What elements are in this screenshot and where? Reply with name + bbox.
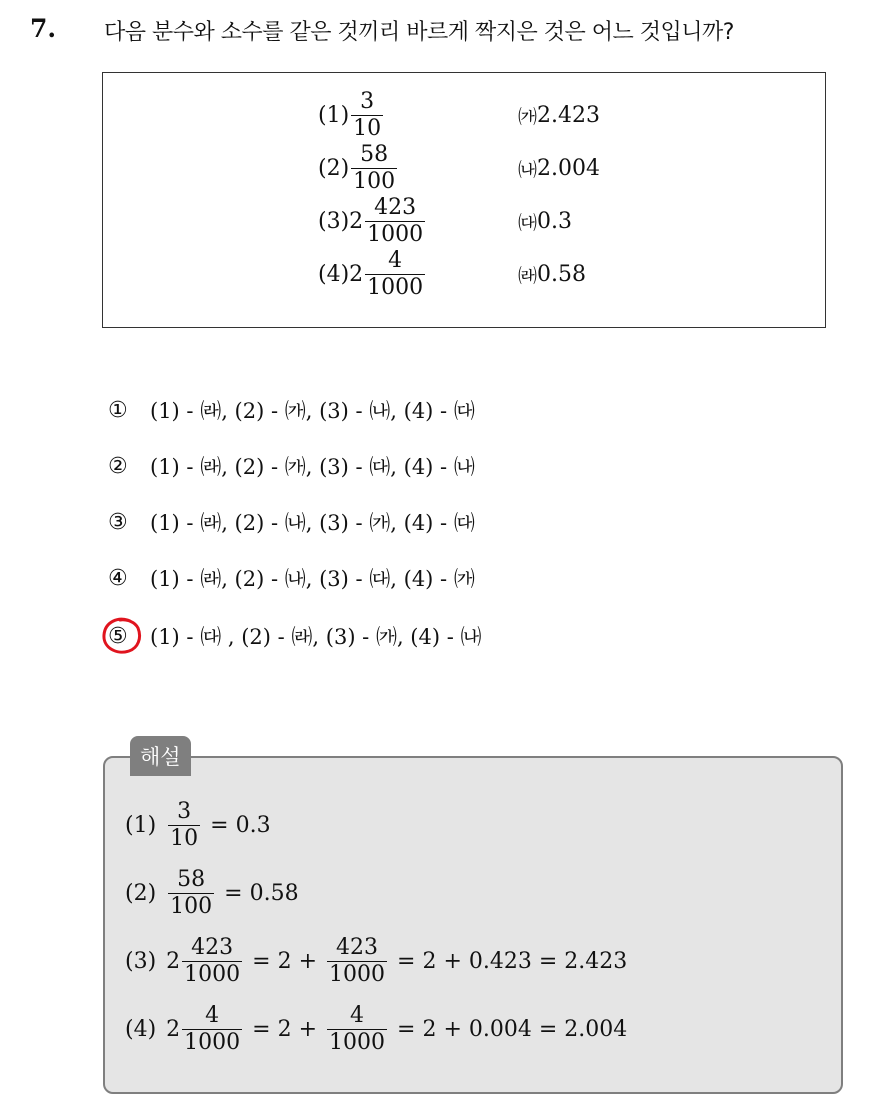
question-text: 다음 분수와 소수를 같은 것끼리 바르게 짝지은 것은 어느 것입니까? [104, 20, 734, 45]
decimal-value: 0.58 [537, 261, 586, 287]
numerator: 4 [205, 1002, 220, 1028]
match-row [103, 142, 825, 194]
match-row [103, 195, 825, 247]
choice-text: (1) - ㈑, (2) - ㈏, (3) - ㈐, (4) - ㈎ [150, 567, 475, 591]
fraction-item [318, 195, 427, 247]
explanation-line [125, 998, 635, 1060]
denominator: 100 [170, 893, 213, 919]
equation-middle: = 2 + [252, 1016, 318, 1042]
choice-number: ④ [108, 565, 128, 591]
choice-4[interactable] [108, 560, 475, 596]
choice-3[interactable] [108, 504, 475, 540]
fraction [327, 1002, 387, 1055]
decimal-item [518, 89, 600, 141]
fraction [351, 88, 383, 141]
explanation-title: 해설 [130, 736, 191, 776]
numerator: 4 [350, 1002, 365, 1028]
choice-5[interactable] [108, 618, 482, 654]
numerator: 3 [360, 88, 375, 114]
choice-text: (1) - ㈑, (2) - ㈏, (3) - ㈎, (4) - ㈐ [150, 511, 475, 535]
fraction [365, 194, 425, 247]
denominator: 1000 [367, 221, 424, 247]
fraction [182, 934, 242, 987]
numerator: 423 [374, 194, 417, 220]
choice-text: (1) - ㈐ , (2) - ㈑, (3) - ㈎, (4) - ㈏ [150, 625, 482, 649]
decimal-item [518, 248, 586, 300]
decimal-mark: ㈏ [518, 158, 538, 181]
choice-1[interactable] [108, 392, 475, 428]
fraction-label: (4) [318, 261, 350, 287]
numerator: 3 [177, 798, 192, 824]
denominator: 1000 [329, 1029, 386, 1055]
denominator: 1000 [329, 961, 386, 987]
choice-2[interactable] [108, 448, 475, 484]
fraction [182, 1002, 242, 1055]
question-number: 7. [30, 14, 57, 43]
numerator: 423 [336, 934, 379, 960]
choice-number: ③ [108, 509, 128, 535]
equation-result: = 0.58 [224, 880, 299, 906]
match-row [103, 89, 825, 141]
fraction-whole: 2 [166, 948, 181, 974]
equation-result: = 2 + 0.423 = 2.423 [397, 948, 628, 974]
line-label: (2) [125, 880, 157, 906]
line-label: (4) [125, 1016, 157, 1042]
denominator: 1000 [367, 274, 424, 300]
fraction-item [318, 89, 385, 141]
denominator: 10 [353, 115, 382, 141]
fraction-item [318, 248, 427, 300]
choice-text: (1) - ㈑, (2) - ㈎, (3) - ㈏, (4) - ㈐ [150, 399, 475, 423]
decimal-item [518, 142, 600, 194]
denominator: 1000 [184, 961, 241, 987]
fraction-label: (3) [318, 208, 350, 234]
denominator: 1000 [184, 1029, 241, 1055]
fraction [168, 866, 214, 919]
numerator: 423 [191, 934, 234, 960]
choice-number: ⑤ [108, 623, 128, 649]
fraction-label: (2) [318, 155, 350, 181]
choice-text: (1) - ㈑, (2) - ㈎, (3) - ㈐, (4) - ㈏ [150, 455, 475, 479]
explanation-line [125, 862, 307, 924]
fraction [168, 798, 200, 851]
match-row [103, 248, 825, 300]
fraction [351, 141, 397, 194]
decimal-value: 0.3 [537, 208, 573, 234]
explanation-line [125, 930, 635, 992]
numerator: 4 [388, 247, 403, 273]
decimal-mark: ㈐ [518, 211, 538, 234]
numerator: 58 [177, 866, 206, 892]
line-label: (3) [125, 948, 157, 974]
decimal-mark: ㈑ [518, 264, 538, 287]
equation-result: = 2 + 0.004 = 2.004 [397, 1016, 628, 1042]
decimal-value: 2.004 [537, 155, 600, 181]
explanation-box [103, 756, 843, 1094]
fraction-label: (1) [318, 102, 350, 128]
decimal-item [518, 195, 572, 247]
explanation-line [125, 794, 279, 856]
decimal-value: 2.423 [537, 102, 600, 128]
answer-circle-icon [100, 615, 144, 657]
fraction-item [318, 142, 399, 194]
equation-middle: = 2 + [252, 948, 318, 974]
equation-result: = 0.3 [210, 812, 271, 838]
line-label: (1) [125, 812, 157, 838]
choice-number: ② [108, 453, 128, 479]
choice-number: ① [108, 397, 128, 423]
fraction-whole: 2 [349, 208, 364, 234]
denominator: 10 [170, 825, 199, 851]
fraction-whole: 2 [349, 261, 364, 287]
numerator: 58 [360, 141, 389, 167]
fraction-whole: 2 [166, 1016, 181, 1042]
fraction [327, 934, 387, 987]
fraction [365, 247, 425, 300]
matching-box [102, 72, 826, 328]
decimal-mark: ㈎ [518, 105, 538, 128]
denominator: 100 [353, 168, 396, 194]
